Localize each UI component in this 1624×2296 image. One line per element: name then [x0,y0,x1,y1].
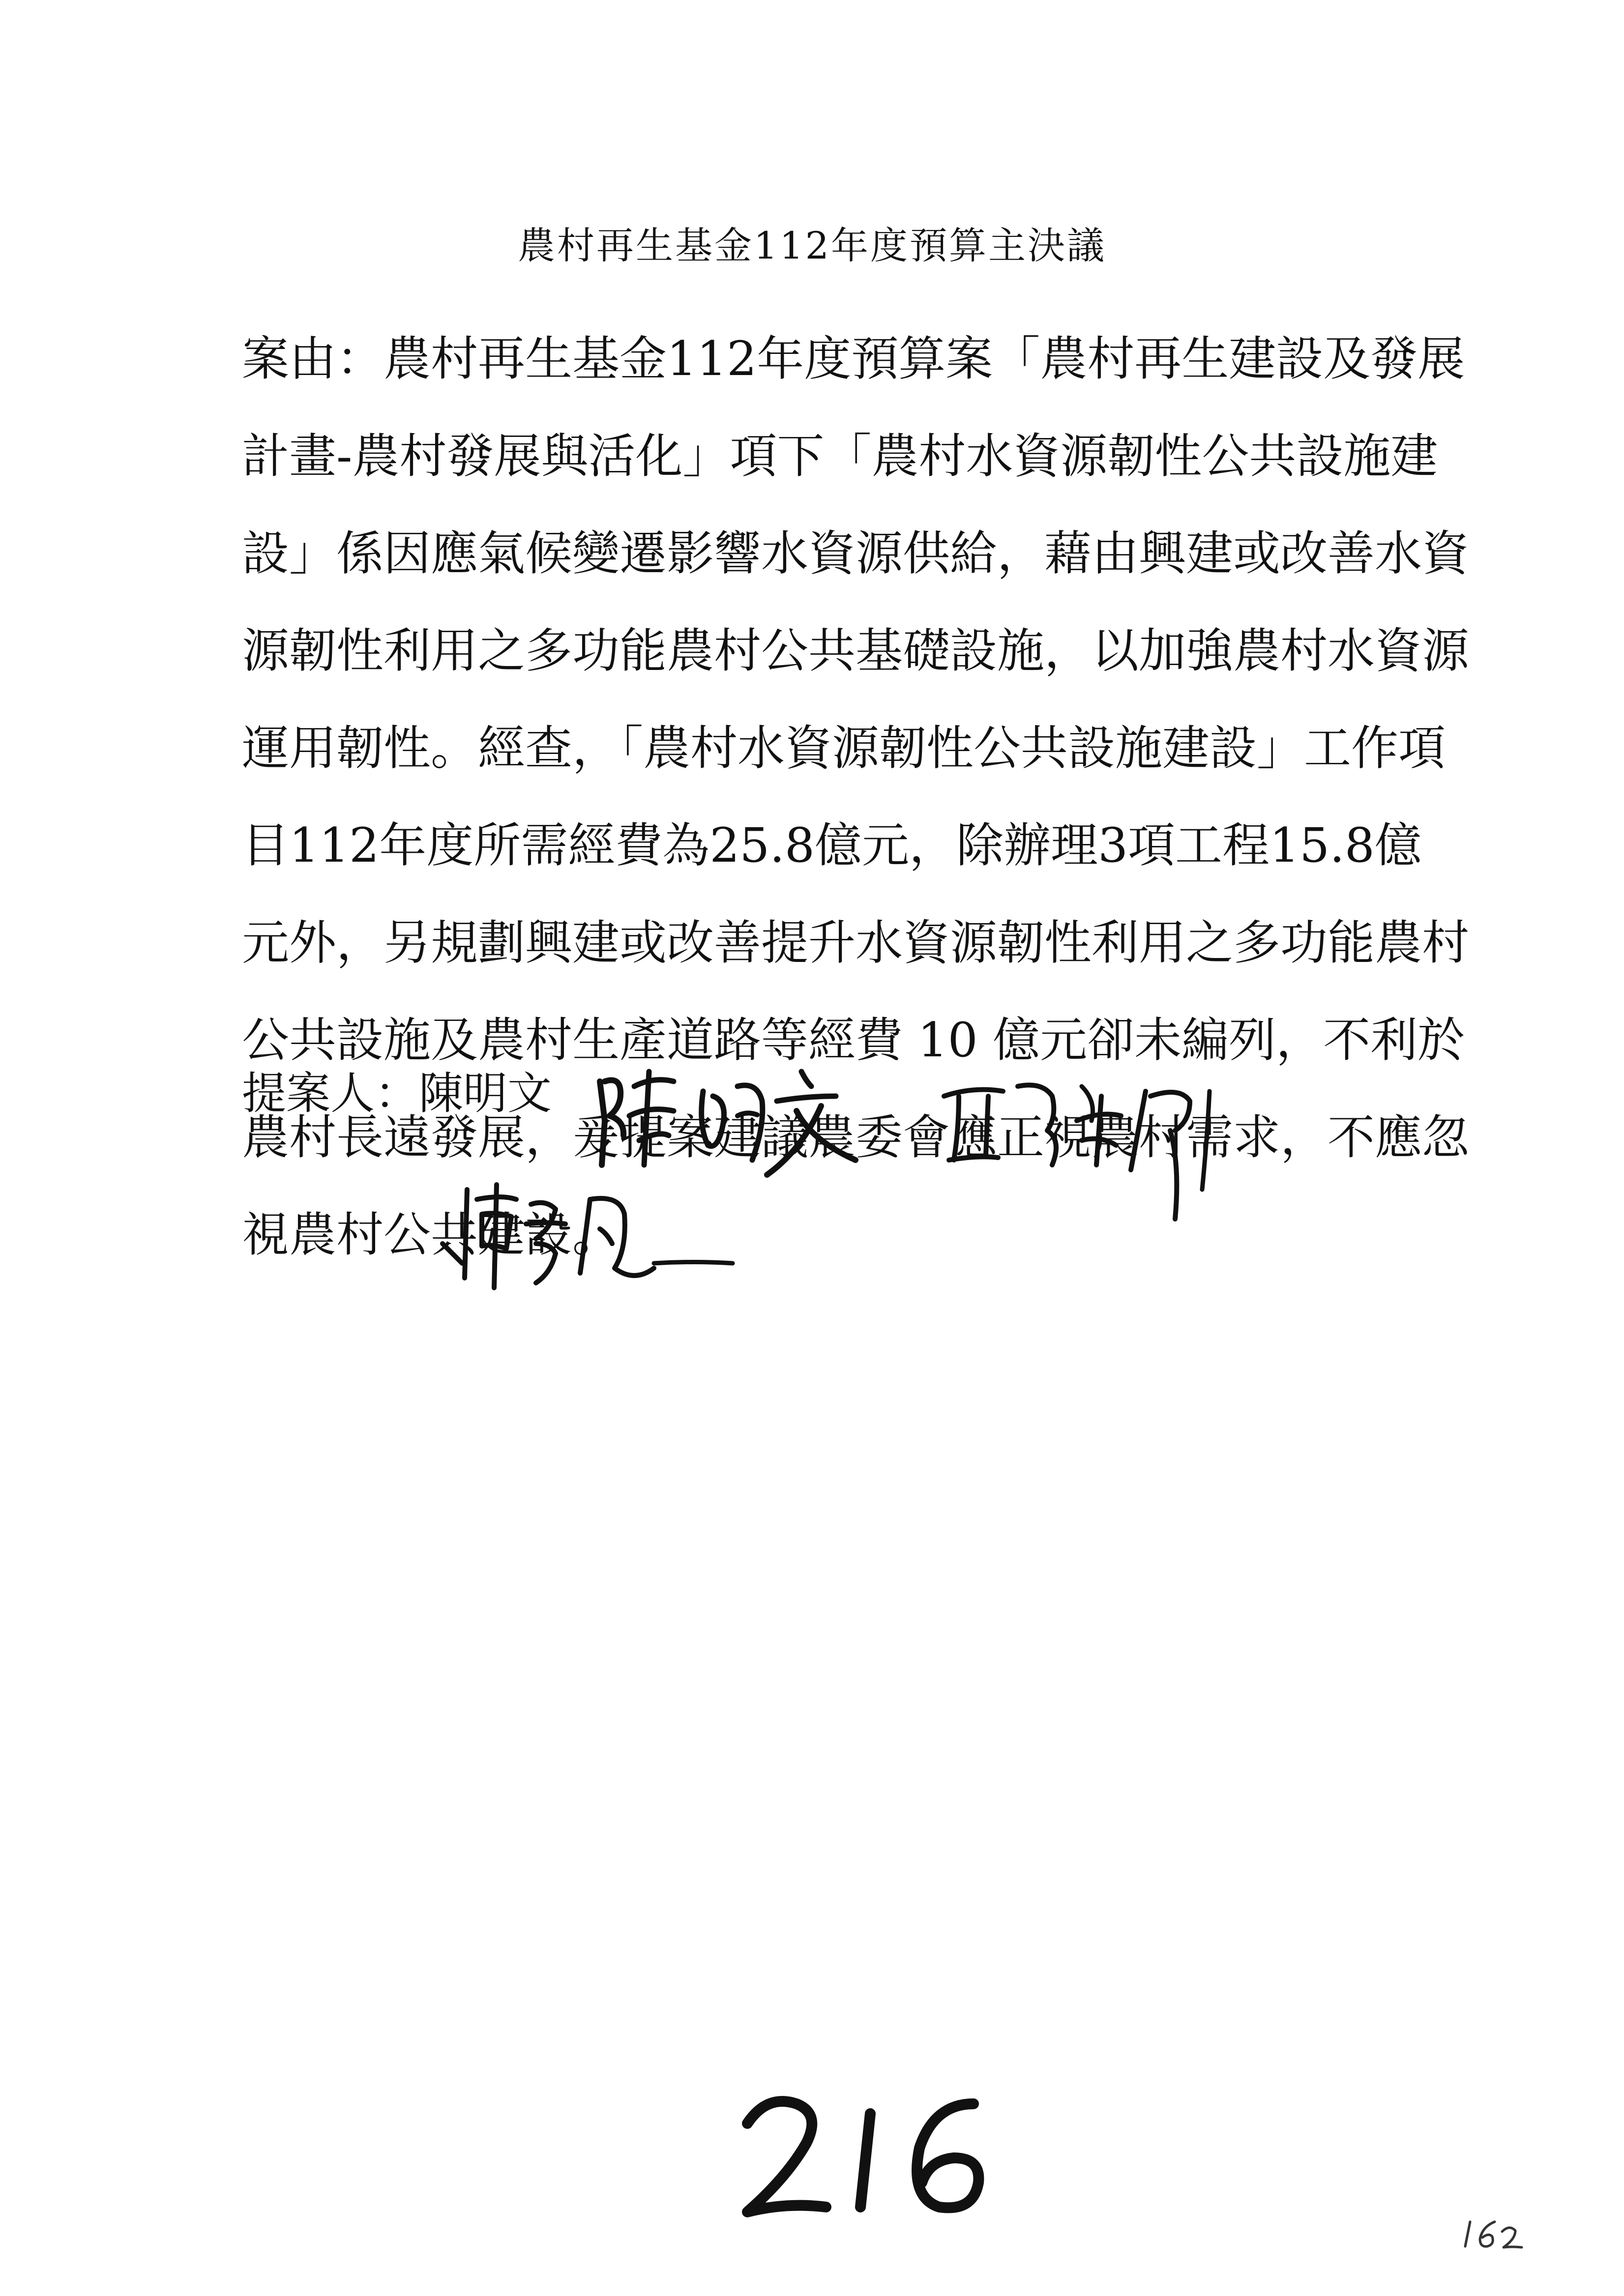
signature-third [438,1170,742,1298]
body-line: 公共設施及農村生產道路等經費 10 億元卻未編列，不利於 [242,1013,1465,1068]
body-line: 農村長遠發展，爰提案建議農委會應正視農村需求，不應忽 [242,1110,1469,1165]
body-line: 設」係因應氣候變遷影響水資源供給，藉由興建或改善水資 [242,526,1469,581]
document-title: 農村再生基金112年度預算主決議 [517,224,1107,267]
handwritten-page-number [728,2084,1003,2232]
body-line: 運用韌性。經查，「農村水資源韌性公共設施建設」工作項 [242,721,1446,776]
corner-page-number [1460,2212,1524,2251]
body-line: 計畫-農村發展與活化」項下「農村水資源韌性公共設施建 [242,429,1438,484]
body-line: 元外，另規劃興建或改善提升水資源韌性利用之多功能農村 [242,915,1469,970]
signature-second [934,1067,1219,1229]
body-line: 案由：農村再生基金112年度預算案「農村再生建設及發展 [242,331,1465,386]
body-line: 視農村公共建設。 [242,1207,620,1262]
proposer-label: 提案人：陳明文 [242,1068,552,1119]
body-line: 源韌性利用之多功能農村公共基礎設施，以加強農村水資源 [242,623,1469,678]
body-line: 目112年度所需經費為25.8億元，除辦理3項工程15.8億 [242,818,1422,873]
